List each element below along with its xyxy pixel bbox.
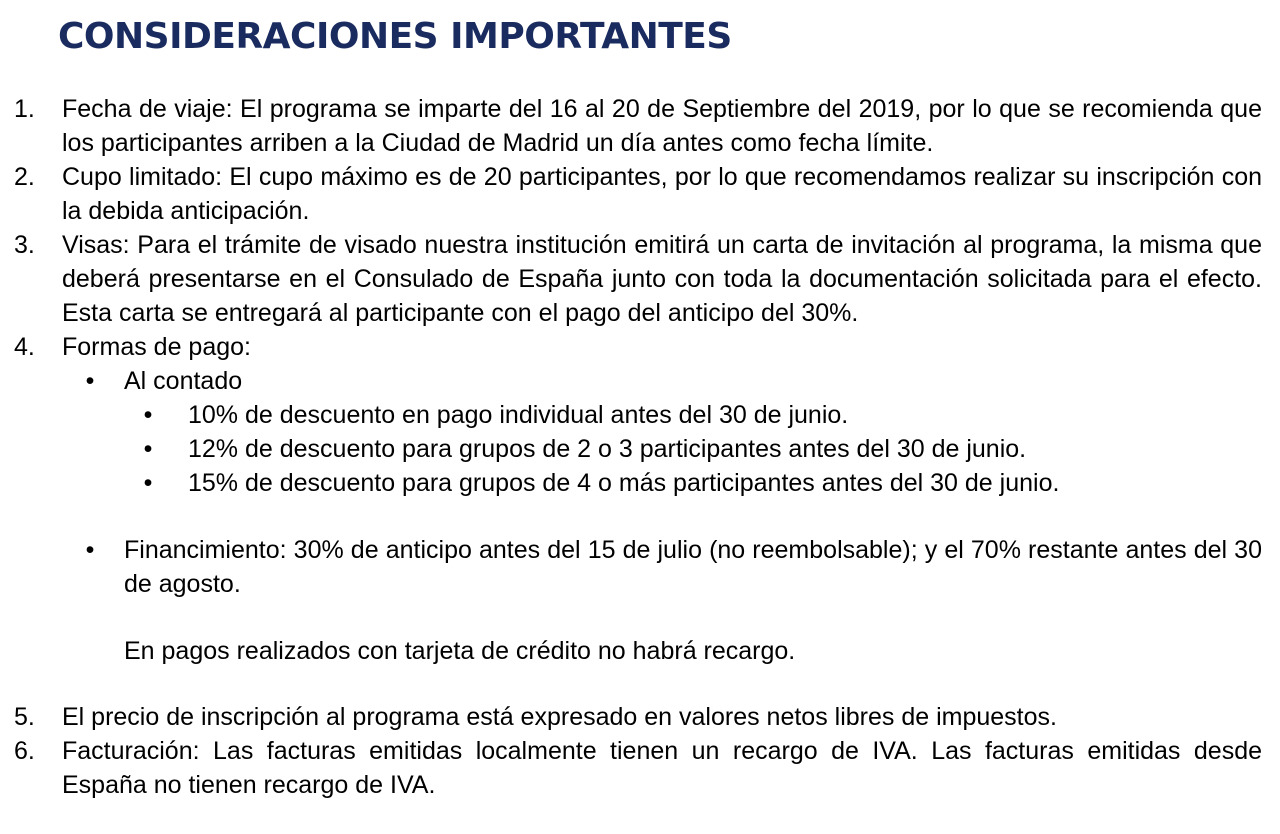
considerations-list: [0, 92, 1280, 802]
list-item-4: [14, 330, 1262, 364]
discount-item-1: [143, 398, 1262, 432]
payment-cash-label: Al contado: [124, 367, 243, 395]
list-item-1: [14, 92, 1262, 160]
list-item-2: [14, 160, 1262, 228]
item-number: 3.: [14, 231, 35, 259]
discount-item-2: [143, 432, 1262, 466]
item-number: 4.: [14, 333, 35, 361]
item-text: Fecha de viaje: El programa se imparte del 16 al 20 de Septiembre del 2019, por lo que se recomienda que los participantes arriben a la Ciudad de Madrid un día antes como fecha límite.: [62, 95, 1262, 157]
item-text: Facturación: Las facturas emitidas localmente tienen un recargo de IVA. Las facturas emitidas desde España no tienen recargo de IVA.: [62, 737, 1262, 799]
bullet-icon: •: [85, 536, 95, 564]
page-title: CONSIDERACIONES IMPORTANTES: [58, 16, 732, 57]
item-number: 2.: [14, 163, 35, 191]
bullet-icon: •: [85, 367, 95, 395]
spacer: [0, 668, 1280, 700]
discount-text: 12% de descuento para grupos de 2 o 3 participantes antes del 30 de junio.: [188, 435, 1027, 463]
spacer: [0, 601, 1280, 634]
payment-financing: [85, 533, 1262, 601]
list-item-6: [14, 734, 1262, 802]
item-number: 5.: [14, 703, 35, 731]
bullet-icon: •: [143, 401, 153, 429]
payment-financing-text: Financimiento: 30% de anticipo antes del 15 de julio (no reembolsable); y el 70% restante antes del 30 de agosto.: [124, 536, 1262, 598]
item-text: Visas: Para el trámite de visado nuestra institución emitirá un carta de invitación al programa, la misma que deberá presentarse en el Consulado de España junto con toda la documentación solicitada para el efecto. Esta carta se entregará al participante con el pago del anticipo del 30%.: [62, 231, 1262, 327]
card-note: En pagos realizados con tarjeta de crédito no habrá recargo.: [124, 637, 796, 665]
spacer: [0, 500, 1280, 533]
item-text: Cupo limitado: El cupo máximo es de 20 participantes, por lo que recomendamos realizar su inscripción con la debida anticipación.: [62, 163, 1262, 225]
item-text: El precio de inscripción al programa está expresado en valores netos libres de impuestos.: [62, 703, 1057, 731]
list-item-5: [14, 700, 1262, 734]
discount-text: 15% de descuento para grupos de 4 o más participantes antes del 30 de junio.: [188, 469, 1060, 497]
bullet-icon: •: [143, 435, 153, 463]
discount-text: 10% de descuento en pago individual antes del 30 de junio.: [188, 401, 849, 429]
discount-item-3: [143, 466, 1262, 500]
bullet-icon: •: [143, 469, 153, 497]
list-item-3: [14, 228, 1262, 330]
payment-cash: [85, 364, 1262, 398]
item-number: 6.: [14, 737, 35, 765]
item-text: Formas de pago:: [62, 333, 251, 361]
item-number: 1.: [14, 95, 35, 123]
